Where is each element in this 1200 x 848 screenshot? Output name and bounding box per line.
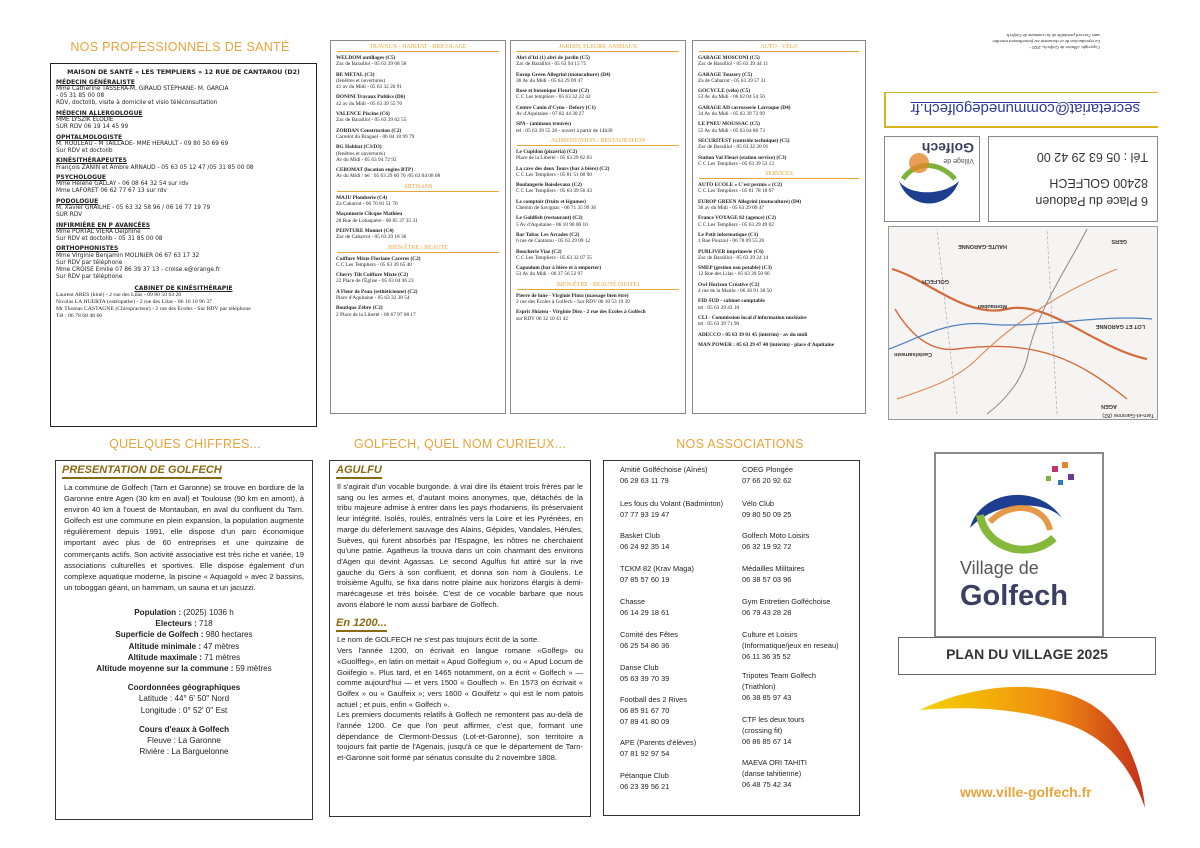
directory-entry-name: Bar Tabac Les Arcades (C2) bbox=[516, 231, 580, 238]
association-item bbox=[742, 630, 860, 663]
key-figure-value: 47 mètres bbox=[201, 641, 240, 651]
directory-entry-detail: (fenêtres et ouvertures) 41 av du Midi - 05 63 32 20 91 bbox=[336, 77, 403, 91]
associations-box bbox=[603, 460, 860, 816]
directory-entry bbox=[693, 88, 865, 101]
directory-entry bbox=[511, 293, 685, 306]
directory-entry-name: BG Habitat (C3/D3) bbox=[336, 144, 382, 151]
directory-entry-detail: 4 rue de la Mairie - 06 36 91 38 50 bbox=[698, 288, 772, 295]
directory-entry bbox=[693, 282, 865, 295]
directory-entry-detail: 55 Av du Midi - 05 63 04 86 73 bbox=[698, 127, 765, 134]
directory-entry-detail: 2 Place de la Liberté - 06 67 97 08 17 bbox=[336, 311, 416, 318]
directory-entry-name: GARAGE MOSCONI (C5) bbox=[698, 55, 760, 61]
directory-entry bbox=[693, 249, 865, 262]
sante-category-text: MME LYSZIK ÉLODIE SUR RDV 06 19 14 45 99 bbox=[56, 116, 129, 131]
directory-entry-name: AUTO ECOLE « C'est permis » (C2) bbox=[698, 182, 783, 189]
key-figure bbox=[56, 629, 312, 640]
en1200-title: En 1200... bbox=[336, 617, 584, 629]
directory-entry-name: CEBOMAT (location engins BTP) bbox=[336, 167, 414, 174]
directory-entry-name: La cave des deux Tours (bar à bière) (C2) bbox=[516, 165, 610, 172]
directory-entry bbox=[693, 55, 865, 68]
directory-entry bbox=[693, 105, 865, 118]
association-item bbox=[742, 499, 860, 521]
key-figures bbox=[56, 607, 312, 674]
association-name: APE (Parents d'élèves) bbox=[620, 738, 697, 747]
address-line1: 6 Place du Padouen bbox=[1035, 194, 1148, 208]
directory-entry bbox=[331, 55, 505, 68]
directory-entry bbox=[331, 94, 505, 107]
directory-entry-detail: Zac de Baraillol - 05 63 29 24 14 bbox=[698, 254, 769, 261]
directory-entry bbox=[331, 256, 505, 269]
association-item bbox=[742, 564, 860, 586]
association-phone: 06 23 39 56 21 bbox=[620, 781, 670, 791]
directory-section-title: BIEN-ÊTRE - BEAUTÉ bbox=[337, 245, 499, 253]
directory-entry-detail: 28 Rue de Lobaquère - 06 85 37 35 31 bbox=[336, 217, 418, 224]
directory-entry-detail: 53 Av du Midi - 06 62 04 54 56 bbox=[698, 94, 765, 101]
directory-entry-name: Le Goldfish (restaurant) (C2) bbox=[516, 215, 583, 222]
directory-entry-name: Le comptoir (fruits et légumes) bbox=[516, 198, 586, 205]
directory-entry bbox=[511, 149, 685, 162]
directory-entry bbox=[693, 298, 865, 311]
key-figure bbox=[56, 641, 312, 652]
map-label: Castelsarrasin bbox=[894, 351, 932, 357]
directory-entry-detail: 22 Place de l'Église - 05 63 04 46 23 bbox=[336, 278, 414, 285]
association-item bbox=[620, 597, 738, 619]
rivers-title: Cours d'eaux à Golfech bbox=[138, 724, 230, 734]
directory-entry-detail: Av d'Aquitaine - 07 82 44 30 27 bbox=[516, 111, 585, 118]
directory-entry-detail: Chemin de Savignac - 06 71 35 99 36 bbox=[516, 205, 597, 212]
key-figure bbox=[56, 663, 312, 674]
association-name: Danse Club bbox=[620, 663, 659, 672]
directory-entry bbox=[693, 232, 865, 245]
small-logo-name: Golfech bbox=[921, 140, 974, 156]
directory-entry bbox=[331, 211, 505, 224]
directory-entry bbox=[331, 144, 505, 163]
sante-box bbox=[50, 63, 317, 427]
key-figure-label: Altitude maximale : bbox=[127, 652, 202, 662]
directory-entry bbox=[331, 128, 505, 141]
directory-column-2 bbox=[510, 40, 686, 414]
association-name: Gym Entretien Golféchoise bbox=[742, 597, 831, 606]
directory-entry-name: GOCYCLE (vélo) (C5) bbox=[698, 88, 751, 95]
directory-entry-detail: Carrelot du Braguel - 06 84 18 99 79 bbox=[336, 133, 415, 140]
directory-entry bbox=[693, 155, 865, 168]
directory-entry bbox=[511, 166, 685, 179]
association-name: Basket Club bbox=[620, 531, 660, 540]
directory-entry-detail: 1 Rue Pouziol - 06 78 09 55 26 bbox=[698, 238, 765, 245]
kine-text: Laurent ARES (kiné) - 2 rue des Lilas - 09 80 50 63 20 Nicolas LA HUERTA (ostéopathe) - 2 rue des Lilas - 06 16 10 96 37 Mr Thomas CASTAGNE (Chiropracteur) - 2 rue des Ecoles - Sur RDV par téléphone Tél : 06 78 68 48 66 bbox=[56, 291, 251, 320]
directory-entry-detail: C C Les templiers - 05 63 32 22 42 bbox=[516, 94, 591, 101]
association-item bbox=[742, 531, 860, 553]
directory-entry bbox=[511, 249, 685, 262]
assoc-title: NOS ASSOCIATIONS bbox=[676, 437, 804, 451]
directory-entry-name: SMEP (gestion eau potable) (C3) bbox=[698, 265, 772, 272]
directory-entry bbox=[331, 167, 505, 180]
curieux-box bbox=[329, 460, 591, 817]
cover-logo-golfech: Golfech bbox=[960, 580, 1068, 612]
directory-entry-name: Le Cupidon (pizzéria) (C2) bbox=[516, 148, 578, 155]
directory-entry-detail: Zac de Baraillol - 05 63 32 20 91 bbox=[698, 144, 769, 151]
sante-category-title: KINÉSITHÉRAPEUTES bbox=[56, 157, 127, 165]
association-name: Pétanque Club bbox=[620, 771, 669, 780]
address-line2: 82400 GOLFECH bbox=[1049, 176, 1148, 190]
directory-entry bbox=[511, 215, 685, 228]
association-item bbox=[620, 771, 738, 793]
en1200-text: Le nom de GOLFECH ne s'est pas toujours écrit de la sorte. Vers l'année 1200, on écrivait en langue romane «Golfeg» ou «Guolffeg», en latin on mettait « Apud Golfegium », ou « Apud Locum de Goiifegio ». Plus tard, et en 1465 notamment, on a écrit « Golfech » — comme aujourd'hui — et vers 1500 « Goulfech ». En 1573 on écrivait « Golfex » ou « Gaulfeix »; vers 1600 « Goulfetz » qui est le nom patois actuel ; et puis, enfin « Golfech ». Les premiers documents relatifs à Golfech ne remontent pas au-delà de l'année 1200. Ce que l'on peut affirmer, c'est que, formant une dépendance de Clermont-Dessus (Lot-et-Garonne), son territoire a toujours fait partie de l'Agenais, jusqu'à ce que le département de Tarn-et-Garonne soit formé par sénatus consulte du 2 novembre 1808. bbox=[337, 635, 583, 763]
association-item bbox=[742, 715, 860, 748]
directory-entry-detail: Place de la Liberté - 05 63 29 02 83 bbox=[516, 155, 592, 162]
front-cover bbox=[880, 430, 1180, 840]
directory-entry-name: WELDOM outillages (C5) bbox=[336, 55, 396, 61]
association-phone: 07 66 20 92 62 bbox=[742, 475, 792, 485]
sante-category-text: Mme Virginie Benjamin MOLINIER 06 67 63 17 32 Sur RDV par téléphone Mme CROISE Emilie 07 86 39 37 13 - croise.e@orange.fr Sur RDV par téléphone bbox=[56, 252, 221, 280]
association-item bbox=[742, 671, 860, 704]
directory-entry-detail: C C Les Templiers - 05 63 39 56 43 bbox=[516, 188, 592, 195]
key-figure bbox=[56, 618, 312, 629]
directory-entry-name: Coiffure Mixte Floriane Caceres (C2) bbox=[336, 255, 421, 262]
tel-line: Tél : 05 63 29 42 00 bbox=[1036, 150, 1148, 164]
small-logo-word: Village de bbox=[943, 157, 974, 164]
directory-entry-detail: tel : 05 63 39 71 90 bbox=[698, 321, 740, 328]
directory-entry-detail: Za de Cabarrot - 05 63 39 57 31 bbox=[698, 77, 766, 84]
directory-entry bbox=[511, 105, 685, 118]
directory-entry-detail: 36 Av du Midi - 05 63 29 09 47 bbox=[516, 77, 583, 84]
directory-entry-name: PUBLIVER imprimerie (C6) bbox=[698, 248, 764, 255]
kine-title: CABINET DE KINÉSITHÉRAPIE bbox=[134, 284, 233, 292]
directory-entry bbox=[511, 309, 685, 322]
sante-category-title: PSYCHOLOGUE bbox=[56, 174, 106, 182]
map-label: GOLFECH bbox=[922, 278, 949, 284]
directory-entry-name: PEINTURE Monnet (C4) bbox=[336, 227, 394, 234]
association-phone: 06 85 91 67 70 07 89 41 80 09 bbox=[620, 705, 670, 726]
association-name: Golfech Moto Loisirs bbox=[742, 531, 810, 540]
latitude: Latitude : 44° 6' 50'' Nord bbox=[138, 694, 230, 704]
sante-title: NOS PROFESSIONNELS DE SANTÉ bbox=[70, 40, 290, 54]
association-name: Tripotes Team Golfech (Triathlon) bbox=[742, 671, 816, 691]
sante-category-title: MÉDECIN ALLERGOLOGUE bbox=[56, 109, 143, 117]
directory-entry-detail: C C Les Templiers - 05 63 32 07 55 bbox=[516, 254, 592, 261]
directory-entry-name: Maçonnerie Clicque Mathieu bbox=[336, 211, 403, 218]
directory-entry-detail: 42 av du Midi - 05 63 39 55 76 bbox=[336, 100, 403, 107]
sante-list bbox=[56, 79, 311, 281]
directory-entry bbox=[693, 72, 865, 85]
directory-entry-detail: 5 Av d'Aquitaine - 06 10 90 00 10 bbox=[516, 221, 588, 228]
directory-entry bbox=[693, 182, 865, 195]
directory-column-1 bbox=[330, 40, 506, 414]
association-name: CTF les deux tours (crossing fit) bbox=[742, 715, 805, 735]
association-name: Vélo Club bbox=[742, 499, 775, 508]
directory-entry-name: Boutique Zèbre (C2) bbox=[336, 305, 383, 312]
directory-entry-name: A Fleur de Peau (esthéticienne) (C2) bbox=[336, 288, 418, 295]
directory-entry-name: BE METAL (C3) bbox=[336, 71, 375, 78]
directory-entry-detail: 12 Rue des Lilas - 05 63 39 50 66 bbox=[698, 271, 770, 278]
presentation-text: La commune de Golfech (Tarn et Garonne) se trouve en bordure de la Garonne entre Agen (30 km en aval) et Toulouse (90 km en amont), à environ 40 km à l'ouest de Montauban, en aval du confluent du Tarn. Golfech est une commune en plein expansion, la population augmente régulièrement depuis 1991, elle dispose d'un parc économique important avec plus de 60 entreprises et une quinzaine de commerçants actifs. Son activité associative est très riche et variée, 19 associations culturelles et sportives. Elle dispose également d'un complexe aquatique moderne, la piscine « Aquagold » avec 2 bassins, un toboggan géant, un hammam, un sauna et un jacuzzi. bbox=[64, 483, 304, 592]
directory-entry bbox=[693, 265, 865, 278]
directory-entry-detail: 2 rue des Écoles à Golfech - Sur RDV 06 10 53 19 39 bbox=[516, 299, 630, 306]
directory-entry-name: Capoulum (bar à bière et à emporter) bbox=[516, 265, 602, 272]
sante-category-text: M. Xavier GRAILHE - 05 63 32 58 96 / 06 16 77 19 79 SUR RDV bbox=[56, 205, 211, 219]
directory-entry-name: Centre Canin d'Cyno - Defory (C1) bbox=[516, 104, 596, 111]
directory-entry bbox=[693, 215, 865, 228]
directory-entry-name: Abri d'Izi (1) abri de jardin (C5) bbox=[516, 55, 590, 61]
directory-entry bbox=[331, 195, 505, 208]
directory-entry-name: GARAGE Touzery (C5) bbox=[698, 71, 753, 78]
association-name: Comité des Fêtes bbox=[620, 630, 678, 639]
key-figure-label: Altitude minimale : bbox=[128, 641, 202, 651]
directory-entry bbox=[693, 342, 865, 348]
directory-entry bbox=[511, 72, 685, 85]
cover-logo-village: Village de bbox=[960, 558, 1039, 578]
sante-category-text: Mme Catherine TASSERA-M. GIRAUD STÉPHANE- M. GARCIA - 05 31 85 00 08 RDV, doctolib, visite à domicile et visio téléconsultation bbox=[56, 86, 229, 107]
association-name: Chasse bbox=[620, 597, 646, 606]
directory-entry-detail: C C Les Templiers - 05 63 39 53 13 bbox=[698, 160, 774, 167]
map-caption: Tarn-et-Garonne (82) bbox=[1102, 412, 1154, 418]
association-item bbox=[620, 531, 738, 553]
association-phone: 05 63 39 70 39 bbox=[620, 673, 670, 683]
directory-entry-detail: tel : 05 63 39 55 20 - ouvert à partir de 14h30 bbox=[516, 127, 613, 134]
association-phone: 06 11 36 35 52 bbox=[742, 651, 791, 661]
association-phone: 07 81 92 97 54 bbox=[620, 748, 670, 758]
association-phone: 06 24 92 35 14 bbox=[620, 541, 670, 551]
directory-entry bbox=[693, 138, 865, 151]
directory-entry-name: SECURITEST (contrôle technique) (C5) bbox=[698, 137, 790, 144]
directory-entry-name: France VOYAGE 82 (agence) (C2) bbox=[698, 215, 776, 222]
cover-logo-swoosh bbox=[950, 460, 1090, 570]
association-item bbox=[742, 597, 860, 619]
copyright-note: Copyright «Mairie de Golfech» 2025 - La reproduction de ce document est formellement interdite sans l'accord préalable de la commune de Golfech. bbox=[992, 33, 1100, 50]
key-figure-value: 718 bbox=[196, 619, 213, 629]
association-phone: 06 28 63 11 79 bbox=[620, 475, 669, 485]
directory-entry-detail: Av du Midi / tel : 05 63 29 60 70 /05 63 04 08 08 bbox=[336, 173, 441, 180]
directory-entry-name: EUROP GREEN Allegrini (motoculture) (D4) bbox=[698, 198, 802, 205]
directory-section-title: SERVICES bbox=[699, 171, 859, 179]
association-name: Les fous du Volant (Badminton) bbox=[620, 499, 724, 508]
agulfu-title: AGULFU bbox=[336, 464, 584, 476]
directory-section-title: TRAVAUX - HABITAT - BRICOLAGE bbox=[337, 44, 499, 52]
association-item bbox=[620, 630, 738, 652]
directory-entry-detail: tel : 05 63 29 43 10 bbox=[698, 304, 740, 311]
association-name: Culture et Loisirs (Informatique/jeux en reseau) bbox=[742, 630, 839, 650]
association-name: COEG Plongée bbox=[742, 465, 793, 474]
sante-category-title: OPHTALMOLOGISTE bbox=[56, 133, 123, 141]
association-phone: 06 32 19 92 72 bbox=[742, 541, 792, 551]
back-cover-flipped bbox=[882, 10, 1160, 422]
association-phone: 09 80 50 09 25 bbox=[742, 509, 792, 519]
directory-entry bbox=[693, 315, 865, 328]
directory-section-title: ALIMENTATION - RESTAURATION bbox=[517, 138, 679, 146]
association-phone: 06 79 43 28 28 bbox=[742, 607, 792, 617]
directory-entry bbox=[693, 121, 865, 134]
directory-entry-name: Le Petit informatique (C1) bbox=[698, 231, 759, 238]
directory-entry-detail: 53 Av du Midi - 06 37 56 52 97 bbox=[516, 271, 583, 278]
directory-entry bbox=[511, 121, 685, 134]
directory-entry-name: Esprit Shiatsu - Virginie Diez - 2 rue des Ecoles à Golfech bbox=[516, 309, 646, 316]
directory-entry-name: Europ Green Allegrini (motoculture) (D4) bbox=[516, 71, 611, 78]
association-name: TCKM 82 (Krav Maga) bbox=[620, 564, 694, 573]
cover-url[interactable]: www.ville-golfech.fr bbox=[960, 784, 1092, 800]
key-figure-value: 59 mètres bbox=[233, 663, 272, 673]
association-item bbox=[742, 465, 860, 487]
directory-entry bbox=[331, 289, 505, 302]
directory-entry-detail: Za Cabarrot - 06 70 81 51 70 bbox=[336, 201, 398, 208]
curieux-title: GOLFECH, QUEL NOM CURIEUX... bbox=[353, 437, 567, 451]
directory-entry-detail: C C Les Templiers - 05 63 39 65 40 bbox=[336, 261, 412, 268]
key-figure-value: 980 hectares bbox=[203, 630, 253, 640]
directory-entry-detail: 6 rue de Cantarou - 05 63 29 09 12 bbox=[516, 238, 590, 245]
map-label: GERS bbox=[1111, 238, 1127, 244]
association-item bbox=[742, 758, 860, 791]
association-phone: 06 86 85 67 14 bbox=[742, 736, 792, 746]
directory-entry-name: Boulangerie Boisdevaux (C2) bbox=[516, 182, 582, 189]
directory-entry-name: Cherry Tilt Coiffure Mixte (C2) bbox=[336, 272, 409, 279]
directory-entry-name: FID SUD - cabinet comptable bbox=[698, 298, 765, 305]
directory-section-title: ARTISANS bbox=[337, 184, 499, 192]
directory-section-title: AUTO - VÉLO bbox=[699, 44, 859, 52]
directory-entry-detail: 34 Av du Midi - 05 63 39 72 09 bbox=[698, 111, 765, 118]
directory-entry-detail: Zac de Baraillol - 05 63 39 62 55 bbox=[336, 117, 407, 124]
key-figure-label: Altitude moyenne sur la commune : bbox=[96, 663, 234, 673]
directory-entry-name: DONINI Travaux Publics (D6) bbox=[336, 94, 406, 101]
agulfu-text: Il s'agirait d'un vocable burgonde. à vrai dire ils étaient trois frères par le sang ou les armes et, d'autant moins anonymes, que, détachés de la tribu majeure admise à entrer dans les pays rhodaniens, ils préservaient leur intégrité. Isolés, roulés, entraînés vers la Loire et les Pyrénées, en marge du déferlement sauvage des Alains, Gépides, Vandales, Hérules, Suèves, qui furent absorbés par l'Espagne, les nôtres ne cherchaient qu'une patrie. Agatheus la trouva dans un coin charmant des environs d'Agen qui devint Agassas. Le second Agulfus fut attiré sur la rive gauche du Gers à son confluent, et donna son nom à Goulens. Le troisième Agulfu, se fixa dans notre plaine aux horizons élargis à demi-marécageuse et très boisée. C'est de ce vocable barbare que nous avons élaboré le nom aussi barbare de Golfech. bbox=[337, 482, 583, 609]
directory-entry bbox=[511, 182, 685, 195]
association-name: MAEVA ORI TAHITI (danse tahitienne) bbox=[742, 758, 807, 778]
presentation-title: PRESENTATION DE GOLFECH bbox=[62, 464, 306, 476]
coord-title: Coordonnées géographiques bbox=[127, 683, 241, 693]
map-label: LOT ET GARONNE bbox=[1095, 323, 1145, 329]
key-figure-label: Superficie de Golfech : bbox=[115, 630, 204, 640]
map-label: HAUTE-GARONNE bbox=[958, 243, 1007, 249]
association-phone: 07 77 93 19 47 bbox=[620, 509, 670, 519]
directory-entry bbox=[693, 199, 865, 212]
directory-entry-name: SPA - (animaux trouvés) bbox=[516, 121, 571, 128]
directory-entry-name: Rose et botanique Fleuriste (C2) bbox=[516, 88, 589, 95]
sante-category-title: MÉDECIN GÉNÉRALISTE bbox=[56, 79, 135, 86]
directory-entry bbox=[511, 199, 685, 212]
association-item bbox=[620, 465, 738, 487]
directory-entry-name: GARAGE AD carrosserie Larroque (D4) bbox=[698, 104, 791, 111]
directory-entry-name: Station Val Fleuri (station service) (C3) bbox=[698, 154, 787, 161]
directory-entry bbox=[511, 55, 685, 68]
map-label: AGEN bbox=[1101, 403, 1117, 409]
association-item bbox=[620, 564, 738, 586]
directory-entry-name: ZORDAN Construction (C2) bbox=[336, 127, 402, 134]
fleuve: Fleuve : La Garonne bbox=[147, 735, 221, 745]
directory-entry bbox=[331, 72, 505, 91]
plan-title: PLAN DU VILLAGE 2025 bbox=[946, 646, 1108, 662]
association-phone: 06 48 75 42 34 bbox=[742, 779, 792, 789]
directory-entry-detail: Place d'Aquitaine - 05 63 32 38 54 bbox=[336, 295, 410, 302]
key-figure-label: Electeurs : bbox=[155, 619, 197, 629]
riviere: Rivière : La Barguelonne bbox=[139, 747, 229, 757]
sante-category-title: PODOLOGUE bbox=[56, 197, 99, 205]
association-item bbox=[620, 738, 738, 760]
association-name: Médailles Militaires bbox=[742, 564, 805, 573]
directory-entry bbox=[511, 265, 685, 278]
region-map bbox=[888, 226, 1158, 420]
key-figure bbox=[56, 652, 312, 663]
association-item bbox=[620, 695, 738, 728]
association-item bbox=[620, 499, 738, 521]
association-name: Amitié Golféchoise (Aînés) bbox=[620, 465, 708, 474]
directory-entry-name: VALENCE Piscine (C6) bbox=[336, 111, 390, 118]
association-phone: 06 38 85 97 43 bbox=[742, 692, 792, 702]
directory-entry bbox=[331, 228, 505, 241]
sante-category-title: ORTHOPHONISTES bbox=[56, 245, 119, 253]
key-figure-label: Population : bbox=[134, 607, 182, 617]
key-figure bbox=[56, 607, 312, 618]
key-figure-value: (2025) 1036 h bbox=[181, 607, 234, 617]
directory-entry-name: MAN POWER : 05 63 29 47 40 (intérim) - place d'Aquitaine bbox=[698, 341, 835, 348]
sante-category-text: Mme PORTAL VIERA Delphine Sur RDV et doctolib - 05 31 85 00 08 bbox=[56, 228, 163, 242]
sante-category-text: François ZANIN et Ambre ARNAUD - 05 63 05 12 47 /05 31 85 00 08 bbox=[56, 164, 254, 171]
directory-entry-name: MAJU Plomberie (C4) bbox=[336, 194, 388, 201]
sante-category-title: INFIRMIÈRE EN P AVANCÉES bbox=[56, 221, 151, 229]
directory-entry bbox=[331, 111, 505, 124]
association-phone: 06 25 54 86 36 bbox=[620, 640, 670, 650]
directory-section-title: JARDIN, FLEURS, ANIMAUX bbox=[517, 44, 679, 52]
key-figure-value: 71 mètres bbox=[201, 652, 241, 662]
map-label: Montauban bbox=[977, 303, 1007, 309]
directory-entry-name: LE PNEU MOUSSAC (C5) bbox=[698, 121, 760, 128]
directory-column-3 bbox=[692, 40, 866, 414]
directory-entry-detail: 36 av du Midi - 05 63 29 09 47 bbox=[698, 205, 765, 212]
directory-entry-detail: Zac de Baraillol - 05 63 39 44 11 bbox=[698, 61, 769, 68]
directory-entry-name: Boucherie Viaz (C2) bbox=[516, 248, 562, 255]
association-name: Football des 2 Rives bbox=[620, 695, 687, 704]
directory-entry-detail: Zac de Baraillol - 05 63 39 68 58 bbox=[336, 61, 407, 68]
directory-entry-detail: Zac de Baraillol - 05 63 94 15 75 bbox=[516, 61, 587, 68]
presentation-box bbox=[55, 460, 313, 820]
association-item bbox=[620, 663, 738, 685]
directory-entry bbox=[331, 272, 505, 285]
association-phone: 06 38 57 03 96 bbox=[742, 574, 792, 584]
directory-entry-detail: C C Les Templiers - 05 81 78 18 67 bbox=[698, 188, 774, 195]
directory-entry-detail: C C Les Templiers - 05 81 51 00 90 bbox=[516, 171, 592, 178]
directory-entry bbox=[331, 305, 505, 318]
directory-section-title: BIEN-ÊTRE - BEAUTÉ (SUITE) bbox=[517, 282, 679, 290]
association-phone: 06 14 29 18 61 bbox=[620, 607, 670, 617]
directory-entry-detail: Zac de Cabarrot - 05 63 29 18 36 bbox=[336, 234, 407, 241]
directory-entry bbox=[511, 88, 685, 101]
directory-entry-detail: sur RDV 06 32 10 41 42 bbox=[516, 315, 568, 322]
association-phone: 07 85 57 60 19 bbox=[620, 574, 670, 584]
directory-entry bbox=[693, 332, 865, 338]
longitude: Longitude : 0° 52' 0'' Est bbox=[140, 705, 228, 715]
email-link[interactable]: secretariat@communedegolfech.fr bbox=[910, 100, 1140, 117]
directory-entry-name: Pierre de lune - Virginie Pinto (massage bien être) bbox=[516, 292, 629, 299]
chiffres-title: QUELQUES CHIFFRES... bbox=[109, 437, 261, 451]
directory-entry-name: Owl Horizon Créative (C2) bbox=[698, 281, 760, 288]
directory-entry bbox=[511, 232, 685, 245]
directory-entry-detail: (fenêtres et ouvertures) Av du Midi - 05 63 94 72 92 bbox=[336, 150, 397, 163]
directory-entry-detail: C C Les Templiers - 05 63 29 49 02 bbox=[698, 221, 774, 228]
sante-category-text: M. ROULEAU - M TAILLADE- MME HERAULT - 09 80 50 69 69 Sur RDV et doctolib bbox=[56, 140, 229, 154]
directory-entry-name: ADECCO : 05 63 39 01 45 (intérim) - av du midi bbox=[698, 331, 808, 338]
maison-title: MAISON DE SANTÉ « LES TEMPLIERS » 12 RUE DE CANTAROU (D2) bbox=[67, 69, 300, 76]
sante-category-text: Mme Hélène GALLAY - 06 08 64 32 54 sur rdv Mme LAFORET 06 62 77 67 13 sur rdv bbox=[56, 181, 189, 195]
directory-entry-name: CLI - Commission local d'information nucléaire bbox=[698, 314, 807, 321]
